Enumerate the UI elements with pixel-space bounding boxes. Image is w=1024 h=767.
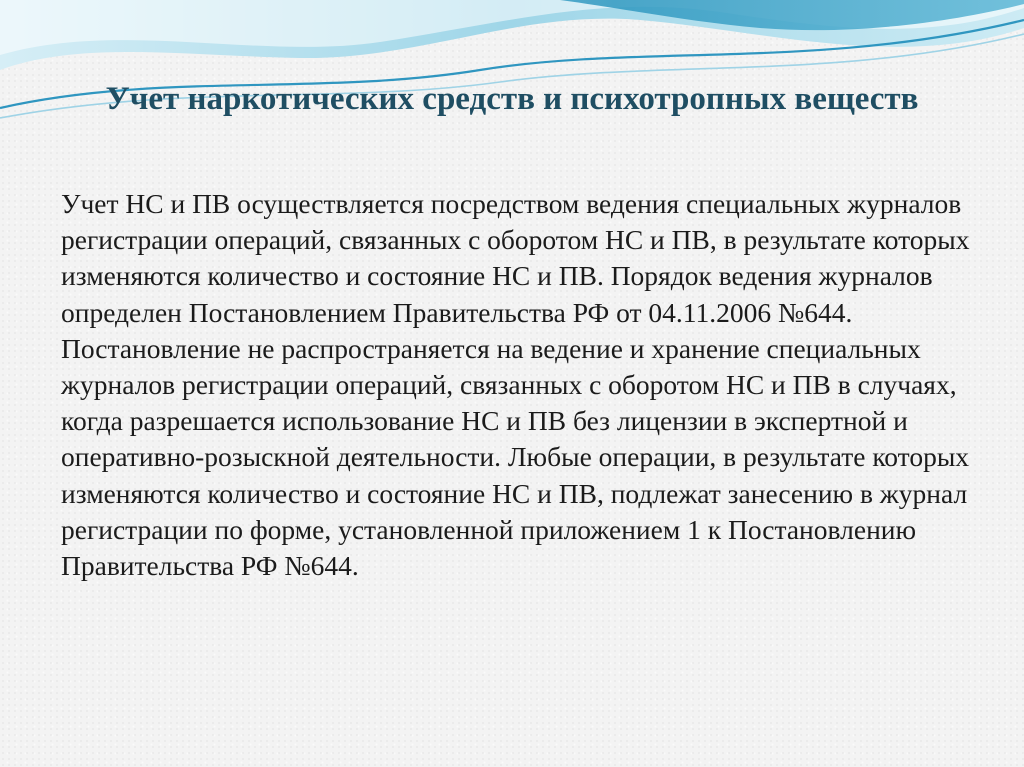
slide-body-text: Учет НС и ПВ осуществляется посредством ведения специальных журналов регистрации операций, связанных с оборотом НС и ПВ, в результате которых изменяются количество и состояние НС и ПВ. Порядок ведения журналов определен Постановлением Правительства РФ от 04.11.2006 №644. Постановление не распространяется на ведение и хранение специальных журналов регистрации операций, связанных с оборотом НС и ПВ в случаях, когда разрешается использование НС и ПВ без лицензии в экспертной и оперативно-розыскной деятельности. Любые операции, в результате которых изменяются количество и состояние НС и ПВ, подлежат занесению в журнал регистрации по форме, установленной приложением 1 к Постановлению Правительства РФ №644. (61, 188, 970, 582)
slide-title: Учет наркотических средств и психотропных веществ (105, 81, 919, 117)
